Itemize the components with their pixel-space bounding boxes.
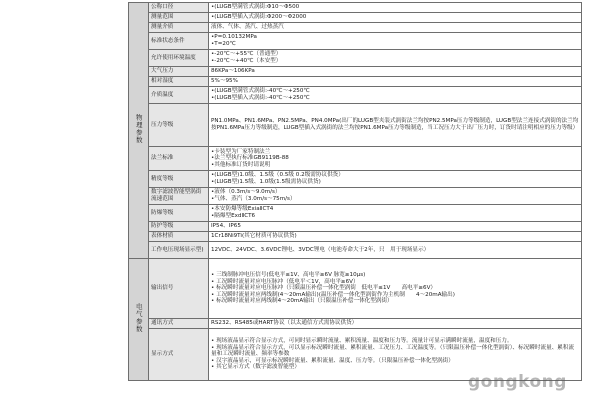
value-measure-range: •(LUGB型插入式涡街:Φ200～Φ2000 <box>209 13 582 23</box>
label-body-material: 表体材质 <box>149 232 209 242</box>
label-explosion-proof: 防爆等级 <box>149 205 209 222</box>
category-electrical <box>129 259 149 381</box>
label-supply-voltage: 工作电压现场显示型) <box>149 242 209 259</box>
label-ambient-temp: 允许使用环境温度 <box>149 50 209 67</box>
label-measure-range: 测量范围 <box>149 13 209 23</box>
value-medium-temp: •(LUGB型满管式涡街:-40℃～+250℃ •(LUGB型插入式涡街:-40℃～+250℃ <box>209 87 582 104</box>
category-electrical-label: 电气参数 <box>134 303 143 334</box>
row-explosion-proof <box>129 205 582 222</box>
category-physical <box>129 3 149 259</box>
value-pressure-rating: PN1.0MPa、PN1.6MPa、PN2.5MPa、PN4.0MPa(出厂的LUGB型夹装式涡街法兰均按PN2.5MPa压力等级制造，LUGB型法兰连接式涡街的法兰均按PN1.6MPa压力等级制造，LUGB型插入式涡街的法兰均按PN1.6MPa压力等级制造，当工况压力大于出厂压力时，订货时请注明相应的压力等级） <box>209 104 582 147</box>
row-standard-condition <box>129 33 582 50</box>
value-flange-standard: •卡装型为厂家特制法兰 •法兰型执行标准GB9119B-88 •其他标准订货时请说明 <box>209 147 582 171</box>
value-protection: IP54、IP65 <box>209 222 582 232</box>
value-medium: 液体、气体、蒸汽、过热蒸汽 <box>209 23 582 33</box>
label-flow-range: 数字滤波智能型涡街流速范围 <box>149 188 209 205</box>
row-ambient-temp <box>129 50 582 67</box>
label-standard-condition: 标准状态条件 <box>149 33 209 50</box>
row-relative-humidity <box>129 77 582 87</box>
label-output-signal: 输出信号 <box>149 259 209 319</box>
row-flow-range <box>129 188 582 205</box>
row-nominal-diameter <box>129 3 582 13</box>
label-nominal-diameter: 公称口径 <box>149 3 209 13</box>
label-pressure-rating: 压力等级 <box>149 104 209 147</box>
row-body-material <box>129 232 582 242</box>
row-protection <box>129 222 582 232</box>
value-display-mode: • 现场液晶显示符合显示方式，可同时显示瞬时流量、累积流量、温度和压力等。流量计可显示满瞬时流量，温度和压力。 • 现场液晶显示符合显示方式，可以显示标况瞬时流量、累积流量、工况压力、工况温度等。（只限温压补偿一体化型涡街）、标况瞬时流量、累积流量和工况瞬时流量、频率等参数 • 汉字液晶显示，可显示标况瞬时流量、累积流量、温度、压力等。（只限温压补偿一体化型涡街） • 其它显示方式（数字滤波智能型） <box>209 329 582 381</box>
value-atmospheric-pressure: 86KPa～106KPa <box>209 67 582 77</box>
row-communication <box>129 319 582 329</box>
spec-table <box>128 2 582 381</box>
row-measure-range <box>129 13 582 23</box>
value-relative-humidity: 5%～95% <box>209 77 582 87</box>
category-physical-label: 物理参数 <box>134 114 143 145</box>
label-communication: 通讯方式 <box>149 319 209 329</box>
row-output-signal <box>129 259 582 319</box>
value-ambient-temp: •-20℃～+55℃（普通型） •-20℃～+40℃（本安型） <box>209 50 582 67</box>
value-accuracy: •(LUGB型)1.0级、1.5级（0.5级 0.2级需协议供货） •(LUGB型)1.5级、1.0级(1.5级需协议供货) <box>209 171 582 188</box>
label-accuracy: 精度等级 <box>149 171 209 188</box>
row-medium-temp <box>129 87 582 104</box>
value-standard-condition: •P=0.10132MPa •T=20℃ <box>209 33 582 50</box>
label-flange-standard: 法兰标准 <box>149 147 209 171</box>
value-explosion-proof: •本安防爆等级ExiaⅡCT4 •隔爆型ExdⅡCT6 <box>209 205 582 222</box>
value-output-signal: • 三线制脉冲电压信号(低电平≤1V、高电平≥6V 脉宽≥10μs) • 工况瞬时流量对应电压脉冲（低电平＜1V，高电平≥6V） • 标况瞬时流量对应电压脉冲（只限温压补偿一体化型涡街 低电平≤1V 高电平≥6V） • 工况瞬时流量对应两线制(4～20mA输出)(温压补偿一体化型涡街作为主机制 4～20mA输出) • 标况瞬时流量对应两线制4～20mA输出（只限温压补偿一体化型涡街） <box>209 259 582 319</box>
value-flow-range: •液体（0.3m/s～9.0m/s） •气体、蒸汽（3.0m/s～75m/s） <box>209 188 582 205</box>
label-medium: 测量介质 <box>149 23 209 33</box>
label-medium-temp: 介质温度 <box>149 87 209 104</box>
row-accuracy <box>129 171 582 188</box>
label-relative-humidity: 相对湿度 <box>149 77 209 87</box>
row-medium <box>129 23 582 33</box>
value-body-material: 1Cr18Ni9Ti(其它材质可协议供货) <box>209 232 582 242</box>
label-protection: 防护等级 <box>149 222 209 232</box>
label-display-mode: 显示方式 <box>149 329 209 381</box>
value-communication: RS232、RS485或HART协议（以太通信方式需协议供货） <box>209 319 582 329</box>
label-atmospheric-pressure: 大气压力 <box>149 67 209 77</box>
row-atmospheric-pressure <box>129 67 582 77</box>
watermark-logo: gongkong <box>468 372 567 392</box>
row-supply-voltage <box>129 242 582 259</box>
row-pressure-rating <box>129 104 582 147</box>
value-supply-voltage: 12VDC、24VDC、3.6VDC锂电、3VDC锂电（电池寿命大于2年，只 用于现场显示） <box>209 242 582 259</box>
value-nominal-diameter: •(LUGB型满管式涡街:Φ10～Φ500 <box>209 3 582 13</box>
row-flange-standard <box>129 147 582 171</box>
